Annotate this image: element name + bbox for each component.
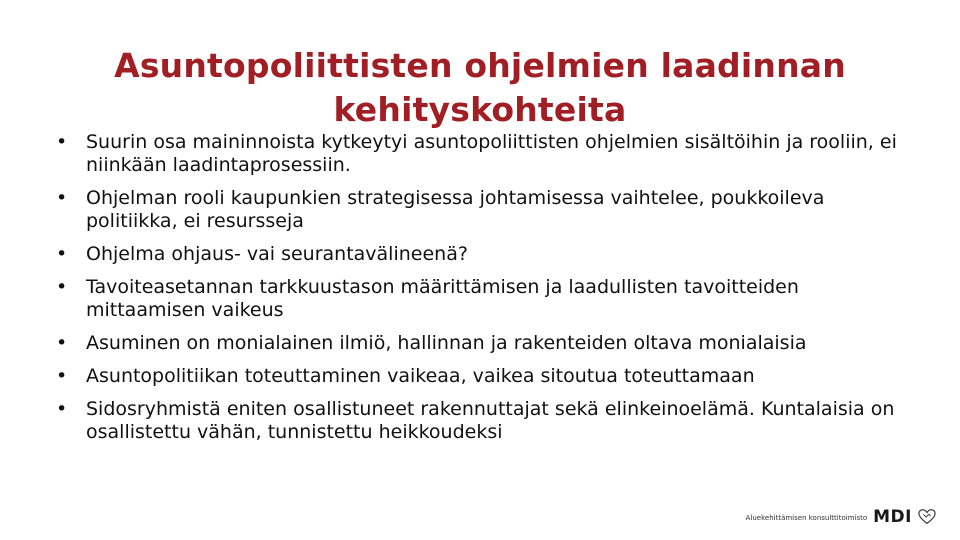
- bullet-icon: •: [56, 276, 68, 298]
- bullet-icon: •: [56, 131, 68, 153]
- bullet-text: Tavoiteasetannan tarkkuustason määrittämisen ja laadullisten tavoitteiden mittaamisen vaikeus: [86, 276, 799, 321]
- bullet-icon: •: [56, 332, 68, 354]
- bullet-icon: •: [56, 243, 68, 265]
- bullet-text: Sidosryhmistä eniten osallistuneet rakennuttajat sekä elinkeinoelämä. Kuntalaisia on osallistettu vähän, tunnistettu heikkoudeksi: [86, 398, 895, 443]
- bullet-item: [56, 187, 916, 233]
- bullet-item: [56, 332, 916, 355]
- bullet-text: Asuminen on monialainen ilmiö, hallinnan ja rakenteiden oltava monialaisia: [86, 332, 807, 354]
- bullet-text: Suurin osa maininnoista kytkeytyi asuntopoliittisten ohjelmien sisältöihin ja rooliin, ei niinkään laadintaprosessiin.: [86, 131, 897, 176]
- bullet-item: [56, 365, 916, 388]
- bullet-item: [56, 131, 916, 177]
- slide-title: [40, 44, 920, 132]
- footer-logo: [746, 504, 936, 526]
- bullet-icon: •: [56, 365, 68, 387]
- bullet-item: [56, 276, 916, 322]
- heart-logo-icon: [918, 508, 936, 526]
- bullet-item: [56, 398, 916, 444]
- bullet-text: Ohjelman rooli kaupunkien strategisessa johtamisessa vaihtelee, poukkoileva politiikka, ei resursseja: [86, 187, 825, 232]
- slide-title-line-1: Asuntopoliittisten ohjelmien laadinnan: [114, 46, 846, 86]
- bullet-icon: •: [56, 398, 68, 420]
- bullet-icon: •: [56, 187, 68, 209]
- slide-title-line-2: kehityskohteita: [333, 90, 627, 130]
- bullet-list: [56, 131, 916, 454]
- bullet-text: Asuntopolitiikan toteuttaminen vaikeaa, vaikea sitoutua toteuttamaan: [86, 365, 755, 387]
- footer-tagline: Aluekehittämisen konsulttitoimisto: [745, 514, 868, 522]
- bullet-text: Ohjelma ohjaus- vai seurantavälineenä?: [86, 243, 468, 265]
- brand-name: MDI: [873, 507, 912, 527]
- bullet-item: [56, 243, 916, 266]
